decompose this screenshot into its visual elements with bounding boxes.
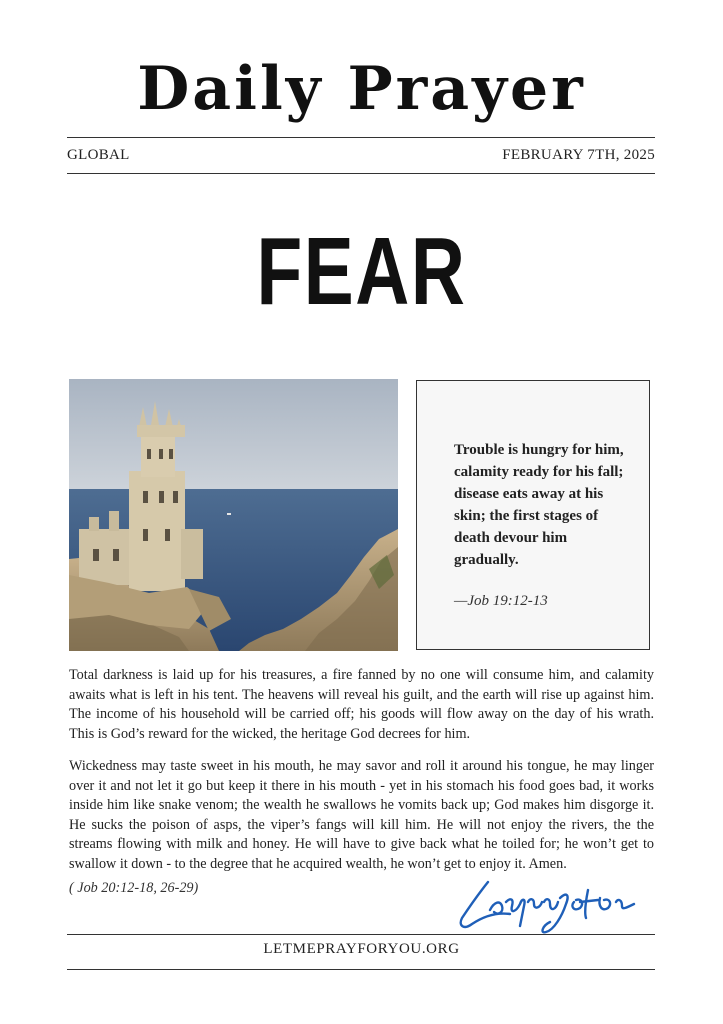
- date-label: FEBRUARY 7TH, 2025: [502, 147, 655, 163]
- signature-image: [450, 872, 640, 938]
- footer-site: LETMEPRAYFORYOU.ORG: [263, 941, 460, 957]
- top-rule: [67, 137, 655, 138]
- meta-bottom-rule: [67, 173, 655, 174]
- quote-reference: —Job 19:12-13: [454, 593, 548, 609]
- region-label: GLOBAL: [67, 147, 130, 163]
- body-paragraph-2: Wickedness may taste sweet in his mouth, he may savor and roll it around his tongue, he may linger over it and not let it go but keep it there in his mouth - yet in his stomach his food goes bad, it works inside him like snake venom; the wealth he swallows he vomits back up; God makes him disgorge it. He sucks the poison of asps, the viper’s fangs will kill him. He will not enjoy the rivers, the the streams flowing with milk and honey. He will have to give back what he toiled for; he won’t get to swallow it down - to the degree that he acquired wealth, he won’t get to enjoy it. Amen.: [69, 758, 654, 872]
- quote-box: [416, 380, 650, 650]
- body-paragraph-1: Total darkness is laid up for his treasures, a fire fanned by no one will consume him, and calamity awaits what is left in his tent. The heavens will reveal his guilt, and the earth will rise up against him. The income of his household will be carried off; his goods will flow away on the day of his wrath. This is God’s reward for the wicked, the heritage God decrees for him.: [69, 667, 654, 742]
- headline: FEAR: [256, 218, 467, 325]
- footer-bottom-rule: [67, 969, 655, 970]
- scripture-reference: ( Job 20:12-18, 26-29): [69, 880, 199, 896]
- castle-photo: [69, 379, 398, 651]
- quote-text: Trouble is hungry for him, calamity ready for his fall; disease eats away at his skin; the first stages of death devour him gradually.: [454, 442, 624, 568]
- masthead-title: Daily Prayer: [137, 54, 586, 124]
- footer-top-rule: [67, 934, 655, 935]
